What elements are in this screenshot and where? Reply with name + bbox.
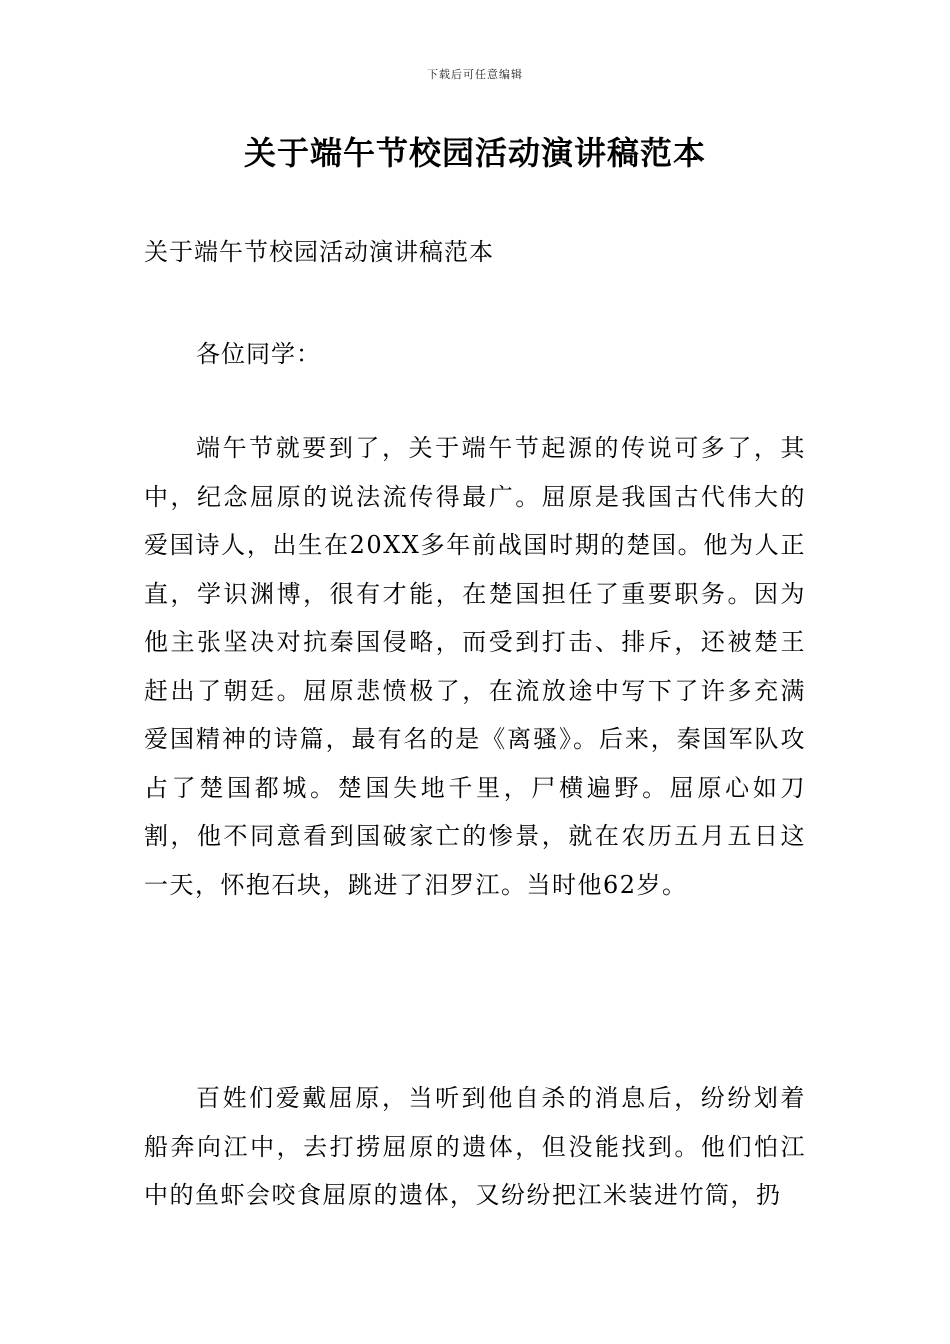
page-title: 关于端午节校园活动演讲稿范本	[243, 134, 706, 172]
document-subtitle: 关于端午节校园活动演讲稿范本	[144, 238, 494, 266]
header-note: 下载后可任意编辑	[427, 68, 523, 81]
paragraph: 端午节就要到了，关于端午节起源的传说可多了，其中，纪念屈原的说法流传得最广。屈原是我国古代伟大的爱国诗人，出生在20XX多年前战国时期的楚国。他为人正直，学识渊博，很有才能，在楚国担任了重要职务。因为他主张坚决对抗秦国侵略，而受到打击、排斥，还被楚王赶出了朝廷。屈原悲愤极了，在流放途中写下了许多充满爱国精神的诗篇，最有名的是《离骚》。后来，秦国军队攻占了楚国都城。楚国失地千里，尸横遍野。屈原心如刀割，他不同意看到国破家亡的惨景，就在农历五月五日这一天，怀抱石块，跳进了汨罗江。当时他62岁。	[144, 434, 806, 899]
paragraph: 百姓们爱戴屈原，当听到他自杀的消息后，纷纷划着船奔向江中，去打捞屈原的遗体，但没能找到。他们怕江中的鱼虾会咬食屈原的遗体，又纷纷把江米装进竹筒，扔	[144, 1084, 806, 1209]
greeting: 各位同学：	[196, 340, 321, 368]
